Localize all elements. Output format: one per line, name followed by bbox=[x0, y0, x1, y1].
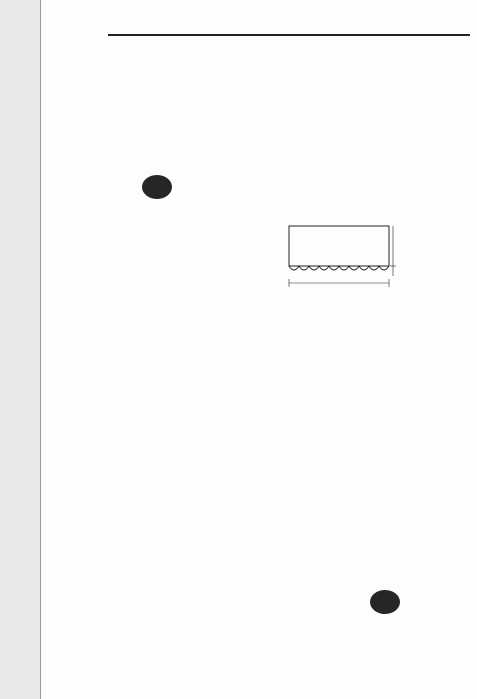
badge-nr1 bbox=[142, 175, 172, 199]
badge-nr2 bbox=[370, 590, 400, 614]
cuff-schema bbox=[289, 226, 396, 287]
